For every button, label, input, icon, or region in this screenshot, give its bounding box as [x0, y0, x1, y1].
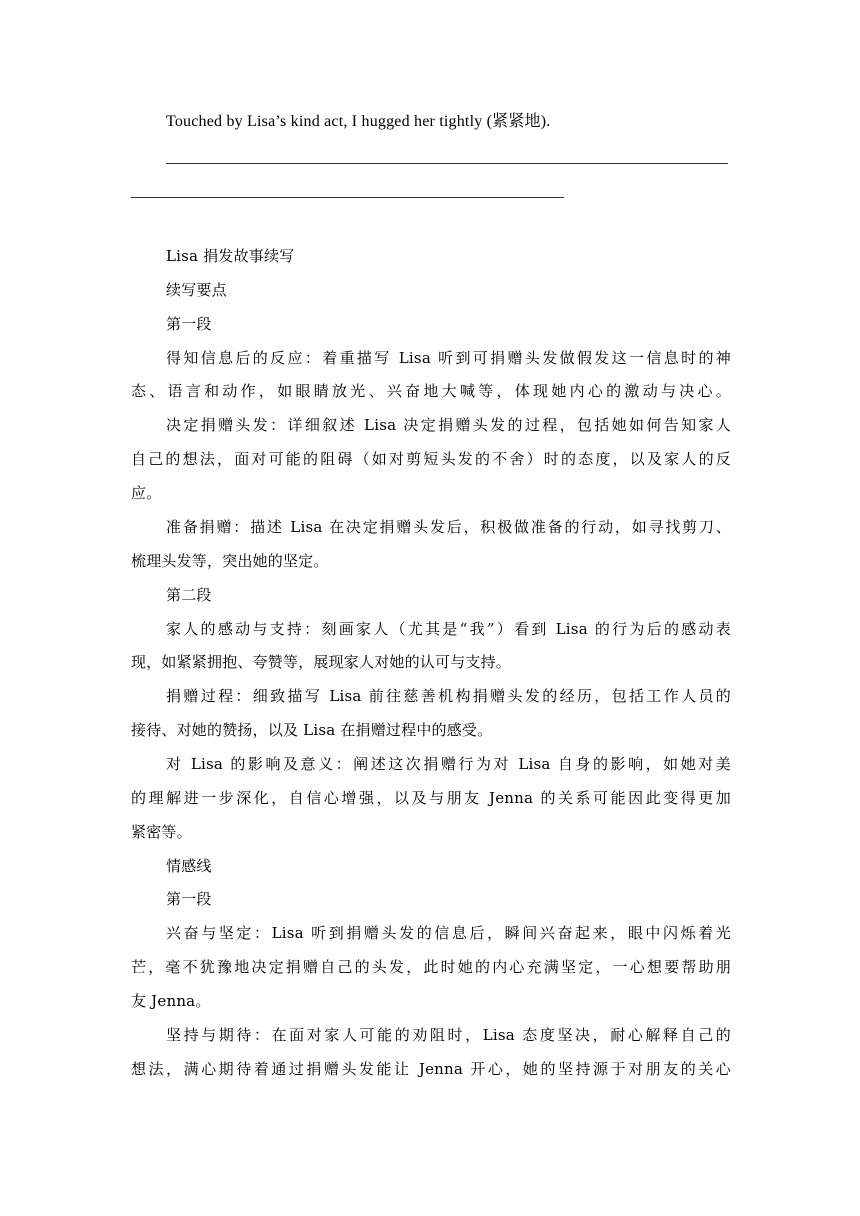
text-line: 现，如紧紧拥抱、夸赞等，展现家人对她的认可与支持。	[131, 653, 512, 671]
paragraph-title-2: 第二段	[166, 586, 212, 604]
answer-line-1	[166, 163, 728, 164]
text-line: 想法，满心期待着通过捐赠头发能让 Jenna 开心，她的坚持源于对朋友的关心	[131, 1060, 731, 1078]
text-line: 的理解进一步深化，自信心增强，以及与朋友 Jenna 的关系可能因此变得更加	[131, 789, 731, 807]
text-line: 兴奋与坚定：Lisa 听到捐赠头发的信息后，瞬间兴奋起来，眼中闪烁着光	[166, 924, 731, 942]
text-line: 紧密等。	[131, 823, 192, 841]
top-sentence: Touched by Lisa’s kind act, I hugged her tightly (紧紧地).	[166, 113, 551, 130]
text-line: 应。	[131, 484, 162, 502]
section-heading: Lisa 捐发故事续写	[166, 247, 295, 265]
text-line: 家人的感动与支持：刻画家人（尤其是“我”）看到 Lisa 的行为后的感动表	[166, 620, 731, 638]
text-line: 对 Lisa 的影响及意义：阐述这次捐赠行为对 Lisa 自身的影响，如她对美	[166, 755, 731, 773]
text-line: 态、语言和动作，如眼睛放光、兴奋地大喊等，体现她内心的激动与决心。	[131, 382, 731, 400]
section-title-points: 续写要点	[166, 281, 227, 299]
section-title-emotion: 情感线	[166, 857, 212, 875]
text-line: 接待、对她的赞扬，以及 Lisa 在捐赠过程中的感受。	[131, 721, 493, 739]
text-line: 友 Jenna。	[131, 992, 211, 1010]
text-line: 坚持与期待：在面对家人可能的劝阻时，Lisa 态度坚决，耐心解释自己的	[166, 1026, 731, 1044]
text-line: 准备捐赠：描述 Lisa 在决定捐赠头发后，积极做准备的行动，如寻找剪刀、	[166, 518, 731, 536]
paragraph-title-1: 第一段	[166, 315, 212, 333]
paragraph-title-3: 第一段	[166, 890, 212, 908]
text-line: 得知信息后的反应：着重描写 Lisa 听到可捐赠头发做假发这一信息时的神	[166, 349, 731, 367]
text-line: 决定捐赠头发：详细叙述 Lisa 决定捐赠头发的过程，包括她如何告知家人	[166, 416, 731, 434]
text-line: 捐赠过程：细致描写 Lisa 前往慈善机构捐赠头发的经历，包括工作人员的	[166, 687, 731, 705]
text-line: 芒，毫不犹豫地决定捐赠自己的头发，此时她的内心充满坚定，一心想要帮助朋	[131, 958, 731, 976]
text-line: 自己的想法，面对可能的阻碍（如对剪短头发的不舍）时的态度，以及家人的反	[131, 450, 731, 468]
text-line: 梳理头发等，突出她的坚定。	[131, 552, 329, 570]
answer-line-2	[131, 197, 564, 198]
